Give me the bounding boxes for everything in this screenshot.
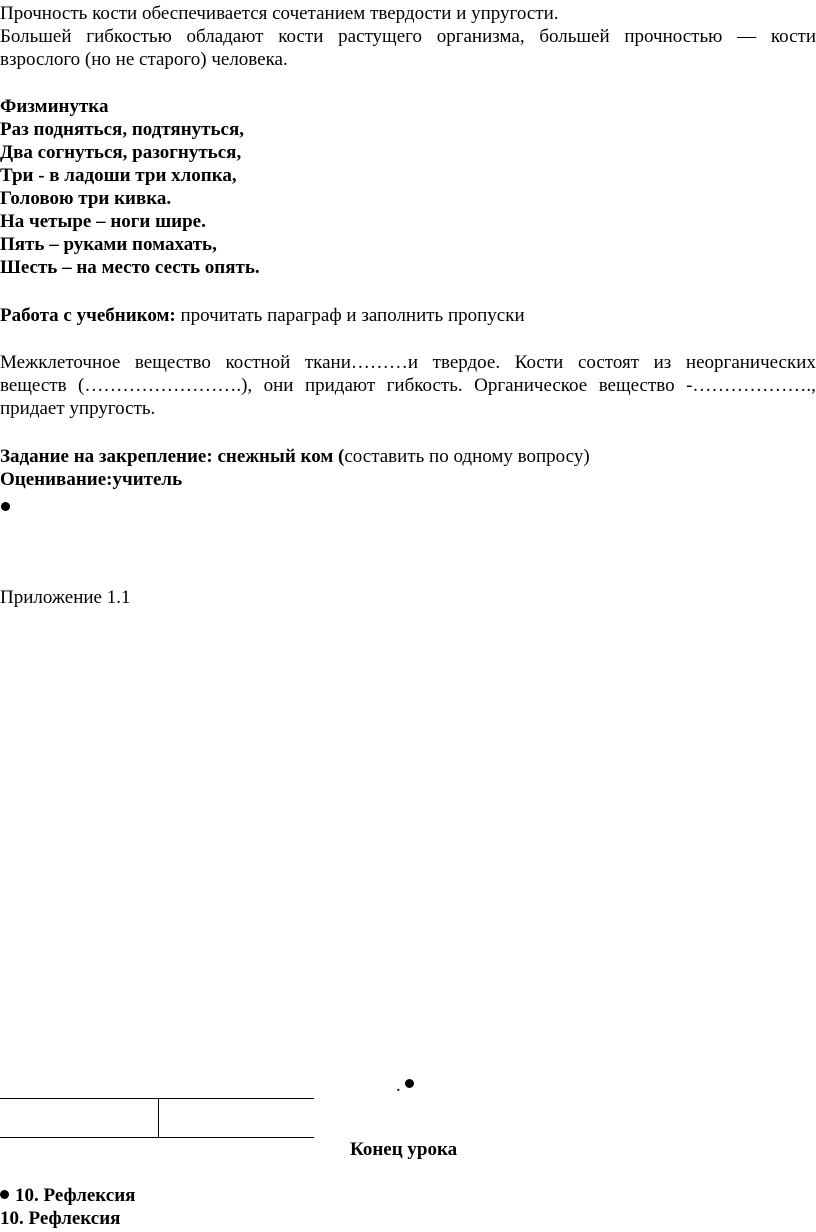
poem-line: Пять – руками помахать, bbox=[0, 234, 217, 255]
poem-line: Шесть – на место сесть опять. bbox=[0, 257, 260, 278]
fill-line: придает упругость. bbox=[0, 398, 156, 419]
paragraph-line-justified bbox=[0, 25, 816, 48]
dot-mark: . bbox=[396, 1075, 401, 1096]
textbook-text: прочитать параграф и заполнить пропуски bbox=[175, 305, 525, 326]
poem-line: Раз подняться, подтянуться, bbox=[0, 119, 244, 140]
word: костной bbox=[225, 352, 291, 373]
word: — bbox=[737, 26, 757, 47]
reflection-heading: 10. Рефлексия bbox=[0, 1208, 121, 1229]
task-text: составить по одному вопросу) bbox=[344, 446, 590, 467]
reflection-label: 10. Рефлексия bbox=[15, 1185, 136, 1206]
word: Большей bbox=[0, 26, 72, 47]
word: состоят bbox=[577, 352, 640, 373]
poem-line: Три - в ладоши три хлопка, bbox=[0, 165, 237, 186]
section-heading: Физминутка bbox=[0, 96, 109, 117]
poem-line: Головою три кивка. bbox=[0, 188, 172, 209]
assessment-label: Оценивание: bbox=[0, 469, 113, 490]
fill-line-justified bbox=[0, 351, 816, 374]
word: прочностью bbox=[624, 26, 723, 47]
consolidation-task bbox=[0, 445, 590, 468]
textbook-label: Работа с учебником: bbox=[0, 305, 176, 326]
word: гибкость. bbox=[386, 375, 463, 396]
word: Межклеточное bbox=[0, 352, 121, 373]
bullet-icon bbox=[1, 502, 10, 511]
fill-line-justified bbox=[0, 374, 816, 397]
word: придают bbox=[304, 375, 376, 396]
word: Органическое bbox=[474, 375, 588, 396]
reflection-item bbox=[0, 1184, 135, 1207]
paragraph-line: Прочность кости обеспечивается сочетанием твердости и упругости. bbox=[0, 3, 559, 24]
word: из bbox=[653, 352, 672, 373]
assessment-line bbox=[0, 468, 182, 491]
paragraph-line: взрослого (но не старого) человека. bbox=[0, 49, 288, 70]
table-divider bbox=[158, 1099, 159, 1137]
poem-line: На четыре – ноги шире. bbox=[0, 211, 206, 232]
bullet-icon bbox=[0, 1190, 9, 1199]
word: ткани………и bbox=[304, 352, 419, 373]
bullet-icon bbox=[405, 1079, 414, 1088]
word: твердое. bbox=[432, 352, 501, 373]
end-of-lesson: Конец урока bbox=[350, 1139, 458, 1160]
word: неорганических bbox=[685, 352, 816, 373]
word: (…………………….), bbox=[78, 375, 253, 396]
word: большей bbox=[539, 26, 610, 47]
word: Кости bbox=[514, 352, 564, 373]
word: обладают bbox=[186, 26, 264, 47]
word: растущего bbox=[338, 26, 422, 47]
word: организма, bbox=[436, 26, 525, 47]
empty-table bbox=[0, 1098, 314, 1138]
word: гибкостью bbox=[86, 26, 172, 47]
word: веществ bbox=[0, 375, 67, 396]
appendix-label: Приложение 1.1 bbox=[0, 587, 131, 608]
textbook-task bbox=[0, 304, 525, 327]
word: они bbox=[263, 375, 294, 396]
word: вещество bbox=[598, 375, 675, 396]
word: вещество bbox=[134, 352, 211, 373]
poem-line: Два согнуться, разогнуться, bbox=[0, 142, 242, 163]
task-label: Задание на закрепление: снежный ком ( bbox=[0, 446, 345, 467]
word: кости bbox=[770, 26, 816, 47]
assessment-value: учитель bbox=[112, 469, 183, 490]
word: -………………., bbox=[686, 375, 816, 396]
word: кости bbox=[278, 26, 324, 47]
